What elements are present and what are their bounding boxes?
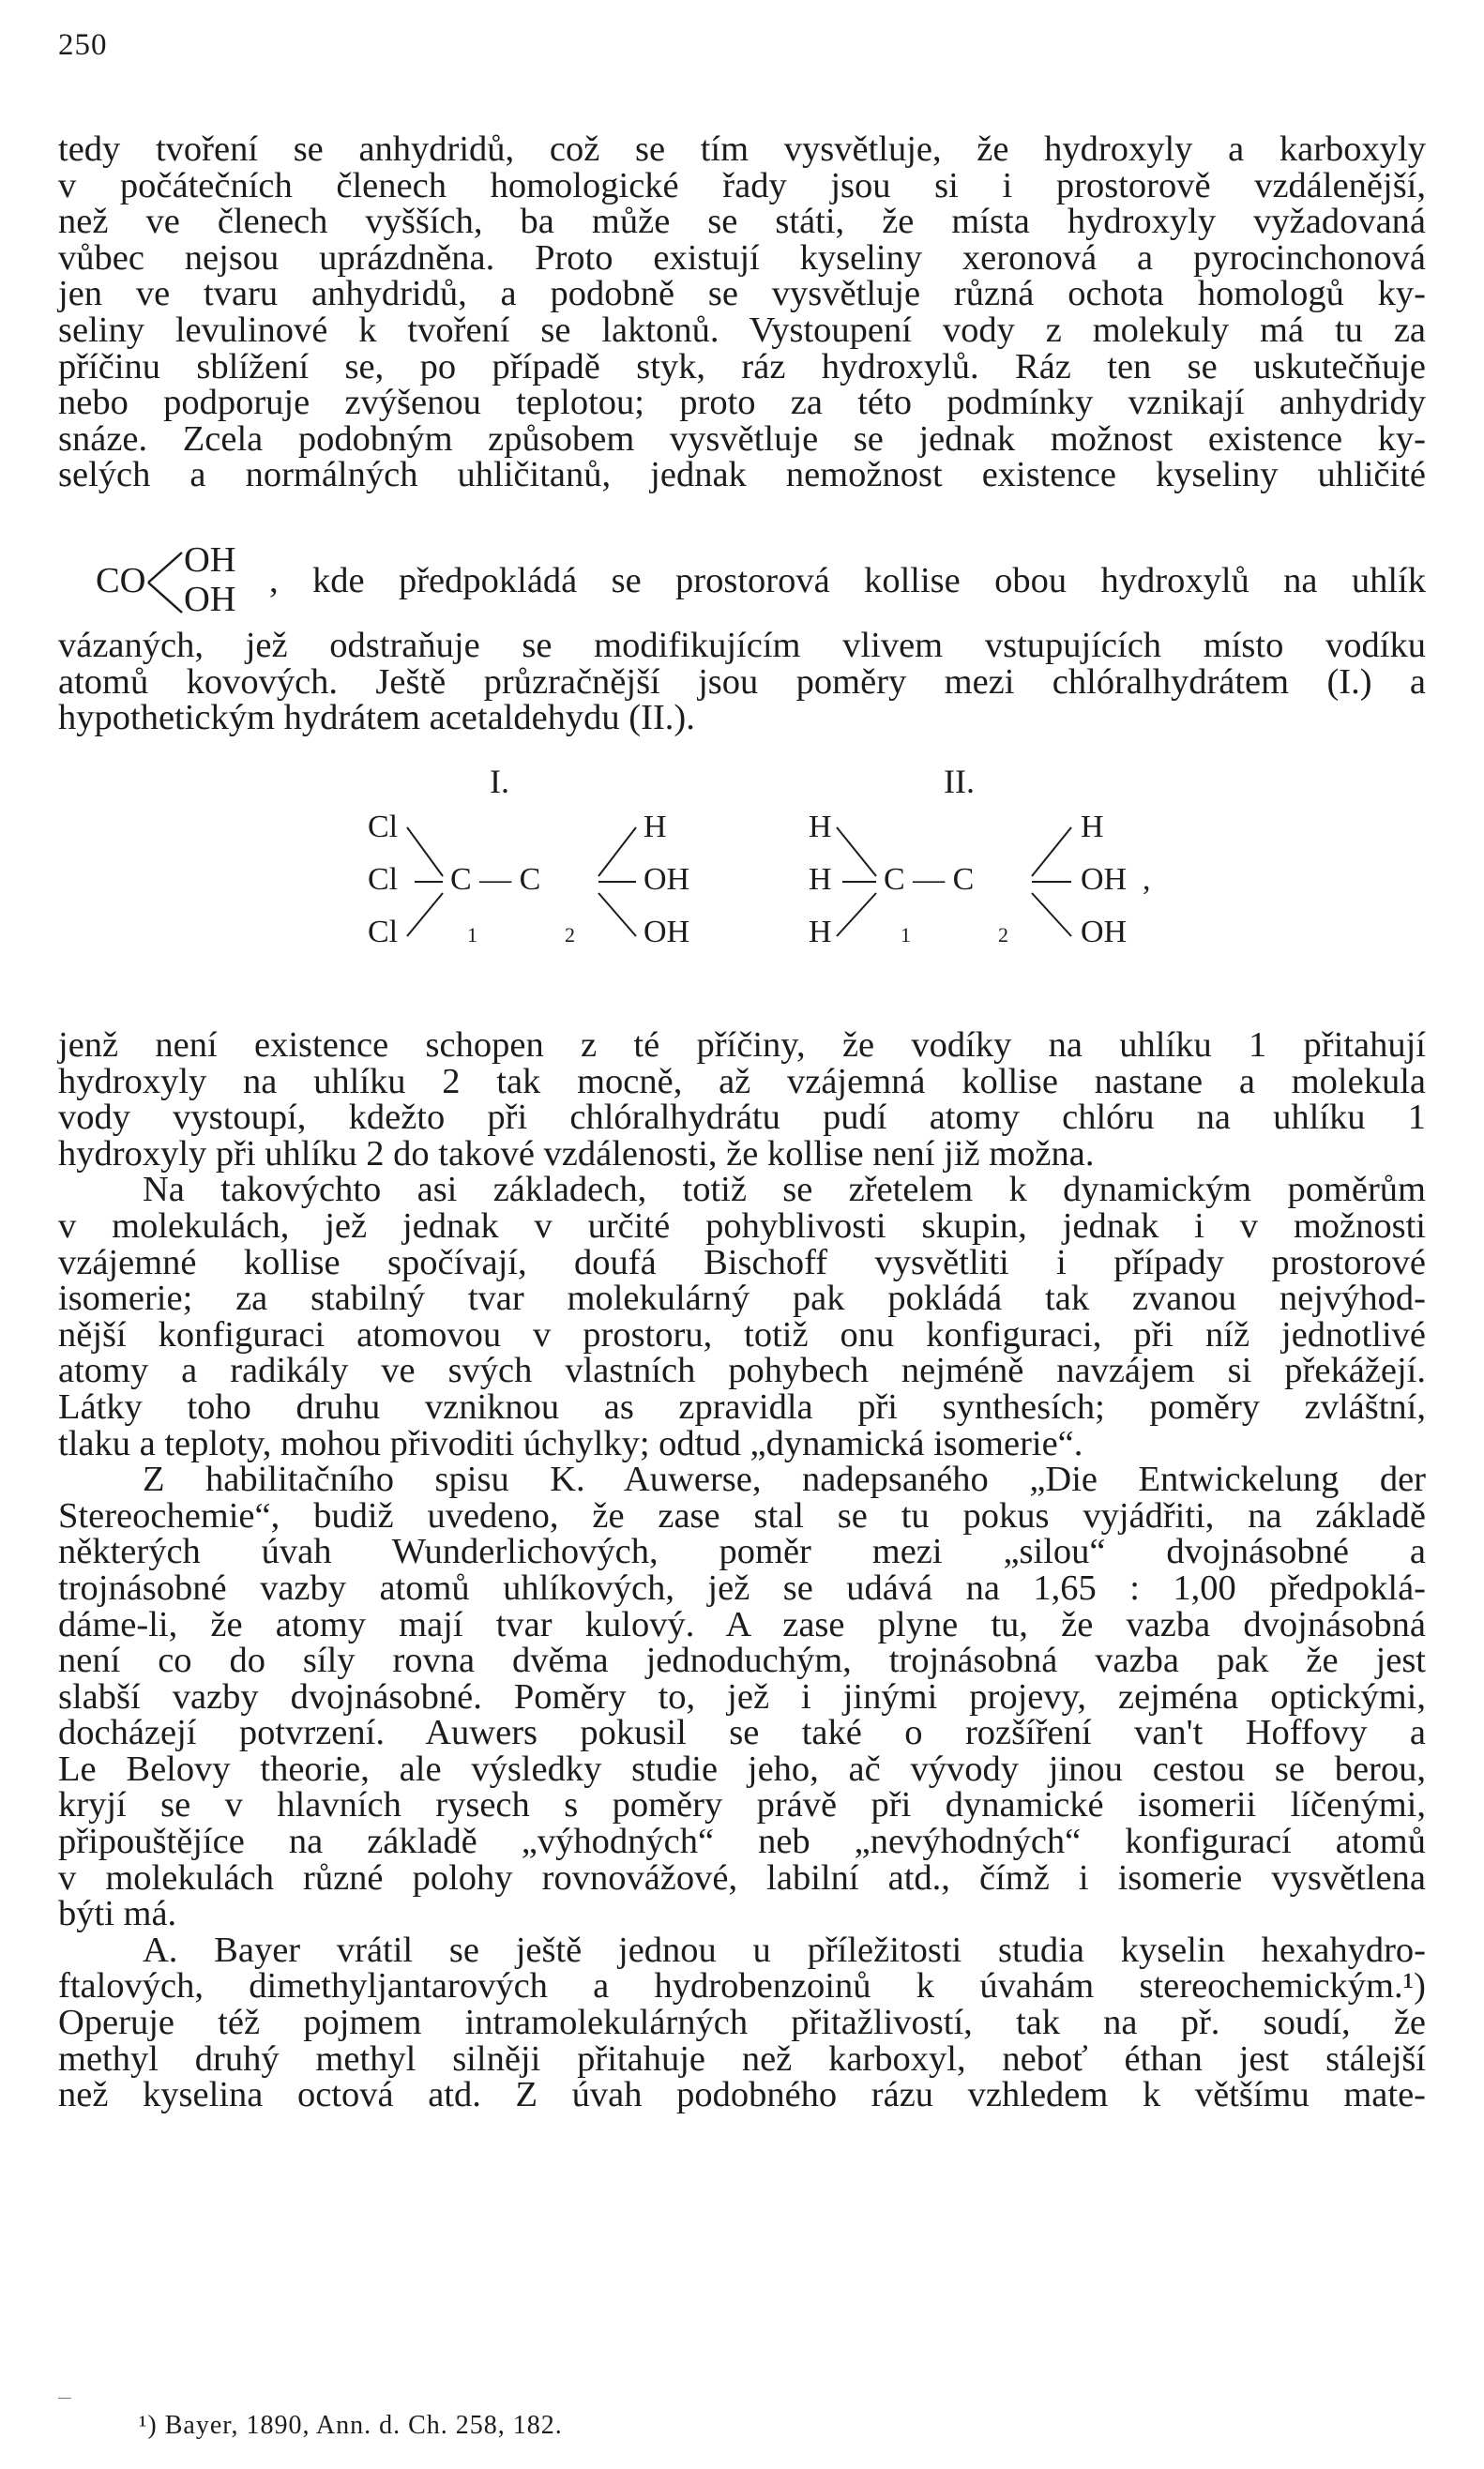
structural-formulas (58, 762, 1426, 987)
text-line: připouštějíce na základě „výhodných“ neb „nevýhodných“ konfigurací atomů (58, 1822, 1426, 1862)
text-line: příčinu sblížení se, po případě styk, ráz hydroxylů. Ráz ten se uskutečňuje (58, 346, 1426, 386)
formula-label-1: I. (490, 763, 509, 800)
s1-left-1: Cl (368, 810, 399, 844)
text-line: atomy a radikály ve svých vlastních pohybech nejméně navzájem si překážejí. (58, 1351, 1426, 1391)
text-line: nebo podporuje zvýšenou teplotou; proto za této podmínky vznikají anhydridy (58, 383, 1426, 423)
s2-chain: C — C (884, 862, 975, 897)
carbonic-acid-formula-line (58, 539, 1426, 622)
s2-left-2: H (809, 862, 832, 897)
s1-locant-2: 2 (565, 923, 575, 947)
s1-locant-1: 1 (467, 923, 477, 947)
formula-co: CO (96, 561, 146, 600)
text-line: seliny levulinové k tvoření se laktonů. Vystoupení vody z molekuly má tu za (58, 310, 1426, 350)
s1-chain: C — C (450, 862, 541, 897)
s1-right-2: OH (644, 862, 690, 897)
s1-left-2: Cl (368, 862, 399, 897)
s2-locant-1: 1 (901, 923, 911, 947)
text-line: některých úvah Wunderlichových, poměr mezi „silou“ dvojnásobné a (58, 1532, 1426, 1572)
text-line: A. Bayer vrátil se ještě jednou u příležitosti studia kyselin hexahydro- (143, 1930, 1426, 1970)
s1-right-1: H (644, 810, 667, 844)
text-line: tlaku a teploty, mohou přivoditi úchylky; odtud „dynamická isomerie“. (58, 1423, 1083, 1463)
text-line: jen ve tvaru anhydridů, a podobně se vysvětluje různá ochota homologů ky- (58, 274, 1426, 314)
text-line: kryjí se v hlavních rysech s poměry právě při dynamické isomerii líčenými, (58, 1785, 1426, 1825)
page-number: 250 (58, 28, 108, 62)
formula-oh-top: OH (184, 540, 236, 580)
text-line: methyl druhý methyl silněji přitahuje než karboxyl, neboť éthan jest stálejší (58, 2038, 1426, 2079)
text-line: nější konfiguraci atomovou v prostoru, totiž onu konfiguraci, při níž jednotlivé (58, 1314, 1426, 1355)
text-line: vázaných, jež odstraňuje se modifikujícím vlivem vstupujících místo vodíku (58, 626, 1426, 665)
text-line: v počátečních členech homologické řady jsou si i prostorově vzdálenější, (58, 165, 1426, 205)
text-line: Operuje též pojmem intramolekulárných přitažlivostí, tak na př. soudí, že (58, 2003, 1426, 2043)
s2-locant-2: 2 (998, 923, 1008, 947)
text-line: trojnásobné vazby atomů uhlíkových, jež se udává na 1,65 : 1,00 předpoklá- (58, 1568, 1426, 1608)
s1-right-3: OH (644, 915, 690, 949)
s2-trailing-comma: , (1143, 862, 1151, 897)
text-line: ftalových, dimethyljantarových a hydrobenzoinů k úvahám stereochemickým.¹) (58, 1966, 1426, 2007)
paragraph-block-2 (58, 628, 1426, 736)
text-line: hydroxyly na uhlíku 2 tak mocně, až vzájemná kollise nastane a molekula (58, 1061, 1426, 1101)
text-line: býti má. (58, 1894, 177, 1934)
text-line: Le Belovy theorie, ale výsledky studie jeho, ač vývody jinou cestou se berou, (58, 1749, 1426, 1789)
text-line: v molekulách různé polohy rovnovážové, labilní atd., čímž i isomerie vysvětlena (58, 1857, 1426, 1898)
text-line: vůbec nejsou uprázdněna. Proto existují kyseliny xeronová a pyrocinchonová (58, 237, 1426, 278)
s2-right-1: H (1081, 810, 1104, 844)
structural-formula-drawing (58, 799, 1426, 987)
text-line: jenž není existence schopen z té příčiny, že vodíky na uhlíku 1 přitahují (58, 1025, 1426, 1065)
s2-right-3: OH (1081, 915, 1128, 949)
text-line: Na takovýchto asi základech, totiž se zřetelem k dynamickým poměrům (143, 1170, 1426, 1210)
text-line: Z habilitačního spisu K. Auwerse, nadepsaného „Die Entwickelung der (143, 1460, 1426, 1500)
text-line: Látky toho druhu vzniknou as zpravidla při synthesích; poměry zvláštní, (58, 1386, 1426, 1427)
s2-left-1: H (809, 810, 832, 844)
text-line: dáme-li, že atomy mají tvar kulový. A zase plyne tu, že vazba dvojnásobná (58, 1604, 1426, 1644)
s1-left-3: Cl (368, 915, 399, 949)
text-line: než ve členech vyšších, ba může se státi, že místa hydroxyly vyžadovaná (58, 202, 1426, 242)
text-line: isomerie; za stabilný tvar molekulárný pak pokládá tak zvanou nejvýhod- (58, 1279, 1426, 1319)
text-line: selých a normálných uhličitanů, jednak nemožnost existence kyseliny uhličité (58, 455, 1426, 495)
text-line: není co do síly rovna dvěma jednoduchým, trojnásobná vazba pak že jest (58, 1641, 1426, 1681)
paragraph-block-1 (58, 131, 1426, 493)
footnote-rule (58, 2398, 71, 2399)
text-line: vody vystoupí, kdežto při chlóralhydrátu pudí atomy chlóru na uhlíku 1 (58, 1098, 1426, 1138)
structure-chloral-hydrate (368, 810, 689, 949)
text-line: snáze. Zcela podobným způsobem vysvětluje se jednak možnost existence ky- (58, 418, 1426, 459)
formula-line-text: , kde předpokládá se prostorová kollise obou hydroxylů na uhlík (269, 561, 1426, 600)
formula-label-2: II. (944, 763, 975, 800)
text-line: v molekulách, jež jednak v určité pohyblivosti skupin, jednak i v možnosti (58, 1205, 1426, 1246)
formula-bond-lines (144, 543, 186, 622)
text-line: slabší vazby dvojnásobné. Poměry to, jež i jinými projevy, zejména optickými, (58, 1676, 1426, 1717)
paragraph-block-3 (58, 1027, 1426, 2113)
s2-right-2: OH (1081, 862, 1128, 897)
text-line: hypothetickým hydrátem acetaldehydu (II.). (58, 698, 695, 738)
text-line: než kyselina octová atd. Z úvah podobného rázu vzhledem k většímu mate- (58, 2075, 1426, 2115)
formula-oh-bottom: OH (184, 580, 236, 619)
text-line: tedy tvoření se anhydridů, což se tím vysvětluje, že hydroxyly a karboxyly (58, 129, 1426, 169)
text-line: Stereochemie“, budiž uvedeno, že zase stal se tu pokus vyjádřiti, na základě (58, 1495, 1426, 1536)
footnote: ¹) Bayer, 1890, Ann. d. Ch. 258, 182. (139, 2411, 563, 2440)
text-line: hydroxyly při uhlíku 2 do takové vzdálenosti, že kollise není již možna. (58, 1133, 1095, 1174)
text-line: docházejí potvrzení. Auwers pokusil se také o rozšíření van't Hoffovy a (58, 1713, 1426, 1753)
structure-acetaldehyde-hydrate (809, 810, 1151, 949)
s2-left-3: H (809, 915, 832, 949)
text-line: atomů kovových. Ještě průzračnější jsou poměry mezi chlóralhydrátem (I.) a (58, 661, 1426, 702)
text-line: vzájemné kollise spočívají, doufá Bischoff vysvětliti i případy prostorové (58, 1242, 1426, 1282)
